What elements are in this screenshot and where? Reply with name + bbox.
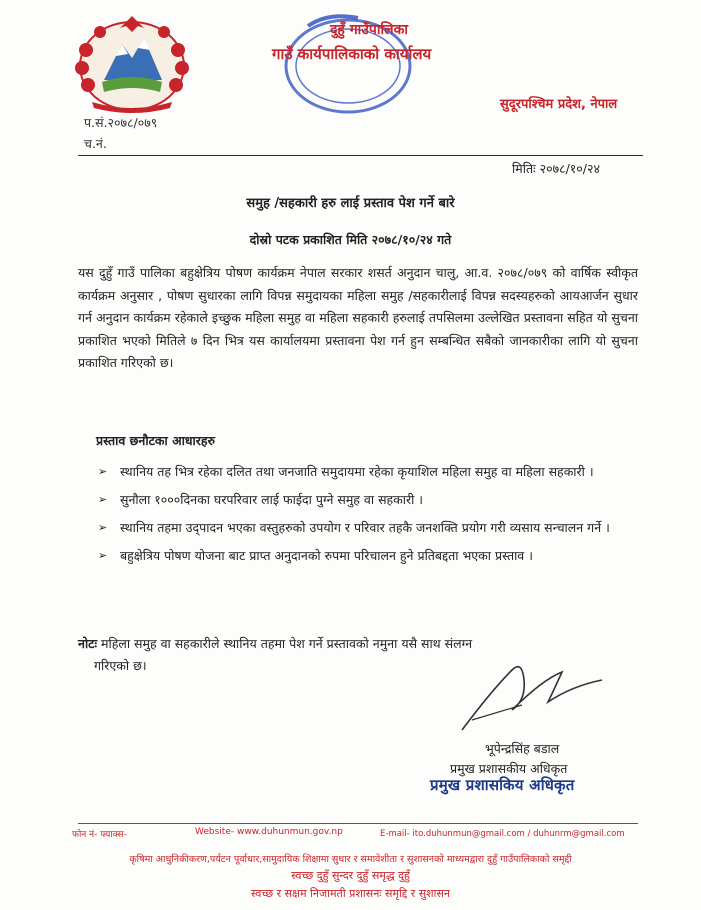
- list-item: ➢ स्थानिय तहमा उद्पादन भएका वस्तुहरुको उपयोग र परिवार तहकै जनशक्ति प्रयोग गरी व्यसाय सन्चालन गर्ने ।: [96, 516, 641, 539]
- province-label: सुदूरपश्चिम प्रदेश, नेपाल: [500, 97, 618, 112]
- body-paragraph: यस दुहुँ गाउँ पालिका बहुक्षेत्रिय पोषण कार्यक्रम नेपाल सरकार शसर्त अनुदान चालु, आ.व. २०७८/०७९ को वार्षिक स्वीकृत कार्यक्रम अनुसार , पोषण सुधारका लागि विपन्न समुदायका महिला समुह /सहकारीलाई विपन्न सदस्यहरुको आयआर्जन सुधार गर्न अनुदान कार्यक्रम रहेकाले इच्छुक महिला समुह वा महिला सहकारी हरुलाई तपसिलमा उल्लेखित प्रस्तावना सहित यो सुचना प्रकाशित भएको मितिले ७ दिन भित्र यस कार्यालयमा प्रस्तावना पेश गर्न हुन सम्बन्धित सबैको जानकारीका लागि यो सुचना प्रकाशित गरिएको छ।: [78, 265, 638, 370]
- nepal-emblem-icon: [72, 10, 192, 115]
- footer-motto-2: स्वच्छ दुहुँ सुन्दर दुहुँ समृद्ध दुहुँ: [291, 869, 410, 882]
- signer-name: भूपेन्द्रसिंह बडाल: [485, 741, 560, 756]
- letter-subject: समुह /सहकारी हरु लाई प्रस्ताव पेश गर्ने बारे: [246, 196, 455, 211]
- note-label: नोटः: [78, 636, 98, 651]
- arrow-bullet-icon: ➢: [98, 493, 108, 506]
- letter-date: मितिः २०७८/१०/२४: [512, 161, 600, 176]
- publication-subtitle: दोस्रो पटक प्रकाशित मिति २०७८/१०/२४ गते: [249, 232, 452, 247]
- footer-motto-3: स्वच्छ र सक्षम निजामती प्रशासनः समृद्दि र सुशासन: [250, 887, 451, 900]
- org-name-line2: गाउँ कार्यपालिकाको कार्यालय: [272, 45, 432, 63]
- note-text: महिला समुह वा सहकारीले स्थानिय तहमा पेश गर्ने प्रस्तावको नमुना यसै साथ संलग्न: [101, 636, 473, 651]
- arrow-bullet-icon: ➢: [98, 549, 108, 562]
- footer-website: Website- www.duhunmun.gov.np: [195, 827, 343, 837]
- criteria-heading: प्रस्ताव छनौटका आधारहरु: [96, 433, 215, 448]
- note-text-continued: गरिएको छ।: [94, 658, 147, 673]
- footer-divider: [78, 823, 638, 824]
- list-item: ➢ बहुक्षेत्रिय पोषण योजना बाट प्राप्त अनुदानको रुपमा परिचालन हुने प्रतिबद्दता भएका प्रस्ताव ।: [96, 544, 641, 567]
- title-stamp: प्रमुख प्रशासकिय अधिकृत: [430, 776, 575, 794]
- reference-number: प.सं.२०७८/०७९: [84, 115, 158, 130]
- org-name-line1: दुहुँ गाउँपालिका: [330, 22, 408, 38]
- header-divider: [78, 155, 643, 156]
- dispatch-number: च.नं.: [84, 136, 107, 151]
- arrow-bullet-icon: ➢: [98, 521, 108, 534]
- list-item: ➢ स्थानिय तह भित्र रहेका दलित तथा जनजाति समुदायमा रहेका कृयाशिल महिला समुह वा महिला सहकारी ।: [96, 460, 641, 483]
- signature-icon: [452, 650, 622, 740]
- signer-title: प्रमुख प्रशासकीय अधिकृत: [450, 761, 568, 776]
- footer-phone: फोन नं- फ्याक्स-: [72, 830, 127, 840]
- arrow-bullet-icon: ➢: [98, 465, 108, 478]
- footer-motto-1: कृषिमा आधुनिकीकरण,पर्यटन पूर्वाधार,सामुदायिक शिक्षामा सुधार र समावेशीता र सुशासनको माध्यमद्वारा दुहुँ गाउँपालिकाको समृद्दी: [129, 854, 572, 865]
- footer-email: E-mail- ito.duhunmun@gmail.com / duhunrm@gmail.com: [380, 829, 625, 839]
- list-item: ➢ सुनौला १०००दिनका घरपरिवार लाई फाईदा पुग्ने समुह वा सहकारी ।: [96, 488, 641, 511]
- criteria-list: [96, 460, 641, 572]
